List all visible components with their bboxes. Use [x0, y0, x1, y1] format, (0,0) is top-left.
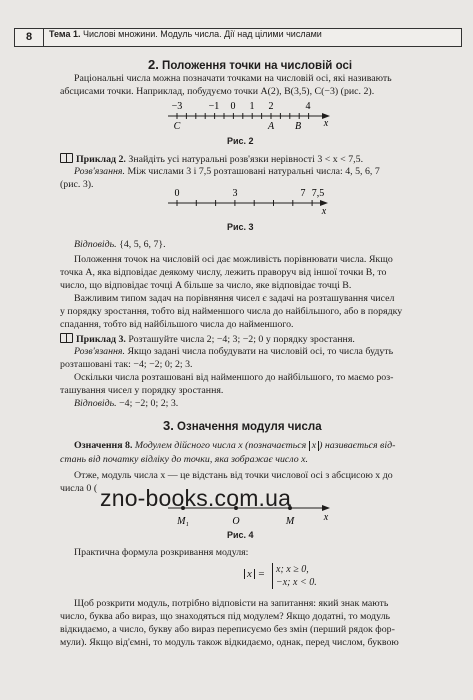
figure-3-caption: Рис. 3 — [227, 222, 254, 232]
paragraph-2-line-2: точка A, яка відповідає деякому числу, лежить праворуч від іншої точки B, то — [60, 267, 387, 278]
formula-intro: Практична формула розкривання модуля: — [74, 547, 249, 558]
example-3-paragraph-line-1: Оскільки числа розташовані від найменшого до найбільшого, то маємо роз- — [74, 372, 394, 383]
fig2-label-4: 4 — [305, 101, 311, 112]
example-3-paragraph-line-2: ташування чисел у порядку зростання. — [60, 385, 224, 396]
formula-abs: x — [244, 569, 255, 579]
fig2-label-2: 2 — [268, 101, 274, 112]
header-topic: Тема 1. — [49, 29, 81, 39]
fig3-label-7-5: 7,5 — [311, 188, 325, 199]
section-number: 2. — [148, 57, 159, 72]
fig2-point-B: B — [294, 121, 302, 132]
paragraph-1-line-2: абсцисами точки. Наприклад, побудуємо точки A(2), B(3,5), C(−3) (рис. 2). — [60, 86, 375, 97]
definition-text-2: ) називається від- — [319, 440, 396, 451]
answer-label: Відповідь. — [74, 398, 117, 409]
definition-label: Означення 8. — [74, 440, 133, 451]
formula-cases — [272, 563, 356, 589]
example-2 — [60, 153, 363, 165]
page-number: 8 — [15, 29, 44, 46]
fig3-label-0: 0 — [174, 188, 180, 199]
section-title: Положення точки на числовій осі — [162, 60, 353, 72]
fig2-label-1: 1 — [249, 101, 255, 112]
solution-text: Між числами 3 і 7,5 розташовані натуральні числа: 4, 5, 6, 7 — [127, 166, 380, 177]
fig2-label-neg3: −3 — [171, 101, 183, 112]
solution-text: Якщо задані числа побудувати на числовій осі, то числа будуть — [127, 346, 394, 357]
fig2-point-C: C — [173, 121, 181, 132]
section-title: Означення модуля числа — [177, 421, 322, 433]
paragraph-4-line-1: Отже, модуль числа x — це відстань від точки числової осі з абсцисою x до — [74, 470, 393, 481]
section-3-heading — [163, 418, 322, 433]
example-3-answer — [74, 398, 178, 409]
formula-case-1: x; x ≥ 0, — [276, 564, 309, 575]
definition-8-line-2: стань від початку відліку до точки, яка зображає число x. — [60, 454, 308, 465]
fig4-axis-arrow — [322, 505, 330, 511]
fig3-label-7: 7 — [300, 188, 306, 199]
fig2-label-neg1: −1 — [208, 101, 220, 112]
paragraph-3-line-1: Важливим типом задач на порівняння чисел є задачі на розташування чисел — [74, 293, 395, 304]
fig2-axis-x: x — [323, 118, 329, 129]
paragraph-2-line-1: Положення точок на числовій осі дає можливість порівнювати числа. Якщо — [74, 254, 393, 265]
fig3-label-3: 3 — [232, 188, 238, 199]
formula-case-2: −x; x < 0. — [276, 577, 317, 588]
example-3-text: Розташуйте числа 2; −4; 3; −2; 0 у порядку зростання. — [128, 334, 355, 345]
paragraph-2-line-3: число, що відповідає точці A більше за число, яке відповідає точці B. — [60, 280, 352, 291]
paragraph-3-line-3: спадання, тобто від найбільшого числа до найменшого. — [60, 319, 294, 330]
example-2-text: Знайдіть усі натуральні розв'язки нерівності 3 < x < 7,5. — [128, 154, 364, 165]
solution-label: Розв'язання. — [74, 346, 125, 357]
definition-8 — [74, 440, 395, 451]
example-2-label: Приклад 2. — [76, 154, 126, 165]
fig2-label-0: 0 — [230, 101, 236, 112]
paragraph-3-line-2: у порядку зростання, тобто від найменшого числа до найбільшого, або в порядку — [60, 306, 403, 317]
paragraph-1-line-1: Раціональні числа можна позначати точками на числовій осі, які називають — [74, 73, 392, 84]
example-2-solution-line-2: (рис. 3). — [60, 179, 94, 190]
paragraph-4-line-2: числа 0 ( — [60, 483, 98, 494]
example-3-label: Приклад 3. — [76, 334, 126, 345]
fig4-label-M1: M₁ — [177, 516, 189, 527]
answer-value: {4, 5, 6, 7}. — [119, 239, 166, 250]
answer-value: −4; −2; 0; 2; 3. — [119, 398, 179, 409]
example-2-answer — [74, 239, 166, 250]
fig4-label-O: O — [232, 516, 240, 527]
fig4-label-M: M — [285, 516, 295, 527]
example-3 — [60, 333, 355, 345]
fig4-axis-x: x — [323, 512, 329, 523]
solution-label: Розв'язання. — [74, 166, 125, 177]
formula-lhs: x = — [244, 568, 265, 580]
abs-notation: x — [309, 441, 319, 451]
final-paragraph-line-4: мули). Якщо від'ємні, то модуль також відкидаємо, однак, перед числом, буквою — [60, 637, 399, 648]
answer-label: Відповідь. — [74, 239, 117, 250]
book-icon — [60, 153, 73, 163]
watermark: zno-books.com.ua — [100, 485, 292, 511]
final-paragraph-line-3: відкидаємо, а число, букву або вираз переписуємо без змін (перший рядок фор- — [60, 624, 395, 635]
fig3-axis-x: x — [321, 206, 327, 217]
final-paragraph-line-1: Щоб розкрити модуль, потрібно відповісти на запитання: який знак мають — [74, 598, 389, 609]
example-3-solution — [74, 346, 393, 357]
example-2-solution — [74, 166, 380, 177]
book-icon — [60, 333, 73, 343]
definition-text-1: Модулем дійсного числа x (позначається — [134, 440, 307, 451]
header-topic-text: Числові множини. Модуль числа. Дії над цілими числами — [80, 29, 322, 39]
final-paragraph-line-2: число, буква або вираз, що знаходяться під модулем? Якщо додатні, то модуль — [60, 611, 391, 622]
figure-4-caption: Рис. 4 — [227, 530, 254, 540]
figure-2-caption: Рис. 2 — [227, 136, 254, 146]
fig2-point-A: A — [267, 121, 275, 132]
section-number: 3. — [163, 418, 174, 433]
example-3-solution-line-2: розташовані так: −4; −2; 0; 2; 3. — [60, 359, 193, 370]
